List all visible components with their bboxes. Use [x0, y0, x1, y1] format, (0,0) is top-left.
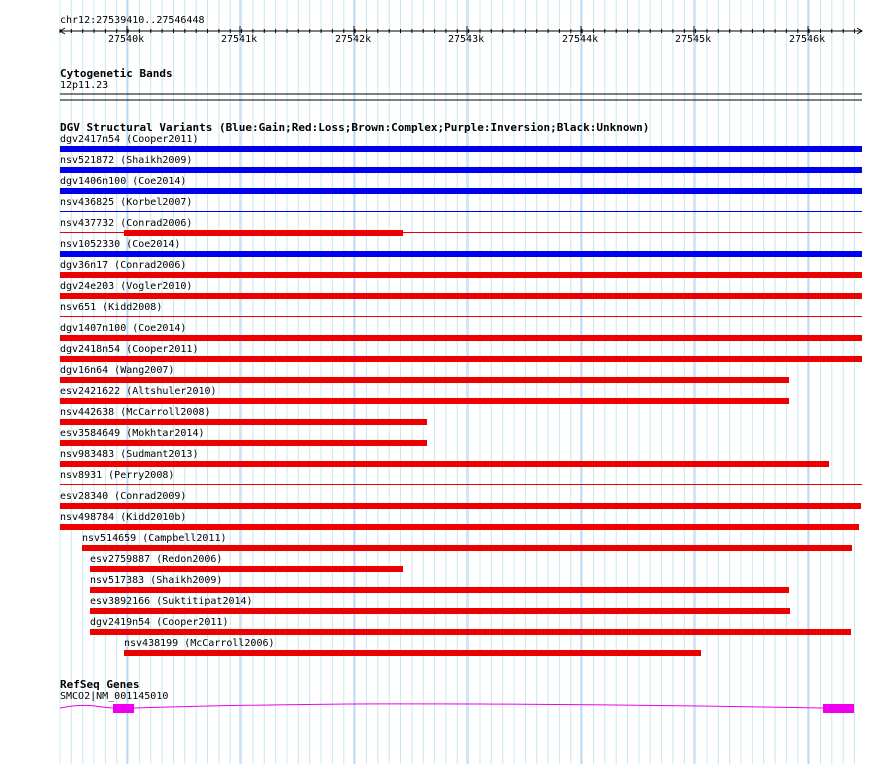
- ruler-tick-label: 27544k: [562, 34, 599, 45]
- dgv-feature-bar[interactable]: [82, 545, 852, 551]
- dgv-feature-label[interactable]: dgv1406n100 (Coe2014): [60, 176, 187, 187]
- ruler-tick-label: 27543k: [448, 34, 485, 45]
- dgv-track-title: DGV Structural Variants (Blue:Gain;Red:Loss;Brown:Complex;Purple:Inversion;Black:Unknown): [60, 121, 650, 134]
- ruler-tick-label: 27541k: [221, 34, 258, 45]
- dgv-feature-label[interactable]: nsv651 (Kidd2008): [60, 302, 163, 313]
- dgv-feature-line[interactable]: [60, 316, 862, 317]
- dgv-feature-bar[interactable]: [60, 293, 862, 299]
- dgv-feature-bar[interactable]: [60, 272, 862, 278]
- dgv-feature-label[interactable]: dgv2418n54 (Cooper2011): [60, 344, 199, 355]
- cytoband-track-title: Cytogenetic Bands: [60, 67, 173, 80]
- gene-intron-line: [60, 704, 823, 708]
- gene-exon: [113, 704, 134, 713]
- dgv-feature-bar[interactable]: [90, 587, 789, 593]
- dgv-feature-label[interactable]: esv28340 (Conrad2009): [60, 491, 187, 502]
- locus-label: chr12:27539410..27546448: [60, 15, 205, 26]
- ruler-tick-label: 27546k: [789, 34, 826, 45]
- dgv-feature-label[interactable]: dgv2419n54 (Cooper2011): [90, 617, 229, 628]
- dgv-feature-bar[interactable]: [60, 419, 427, 425]
- refseq-gene-label[interactable]: SMCO2|NM_001145010: [60, 691, 169, 702]
- dgv-feature-label[interactable]: dgv16n64 (Wang2007): [60, 365, 175, 376]
- dgv-feature-bar[interactable]: [60, 356, 862, 362]
- dgv-feature-label[interactable]: esv2421622 (Altshuler2010): [60, 386, 217, 397]
- dgv-feature-bar[interactable]: [60, 440, 427, 446]
- dgv-feature-label[interactable]: esv2759887 (Redon2006): [90, 554, 223, 565]
- dgv-feature-bar[interactable]: [60, 146, 862, 152]
- dgv-feature-label[interactable]: dgv36n17 (Conrad2006): [60, 260, 187, 271]
- ruler-tick-label: 27542k: [335, 34, 372, 45]
- dgv-feature-bar[interactable]: [90, 608, 790, 614]
- dgv-feature-bar[interactable]: [60, 503, 861, 509]
- dgv-feature-bar[interactable]: [60, 398, 789, 404]
- dgv-feature-bar[interactable]: [60, 251, 862, 257]
- dgv-feature-bar[interactable]: [124, 650, 701, 656]
- dgv-feature-bar[interactable]: [60, 335, 862, 341]
- dgv-feature-label[interactable]: nsv8931 (Perry2008): [60, 470, 175, 481]
- dgv-feature-bar[interactable]: [60, 377, 789, 383]
- dgv-feature-bar[interactable]: [90, 629, 851, 635]
- dgv-feature-label[interactable]: nsv1052330 (Coe2014): [60, 239, 181, 250]
- ruler-tick-label: 27545k: [675, 34, 712, 45]
- dgv-feature-label[interactable]: nsv517383 (Shaikh2009): [90, 575, 223, 586]
- dgv-feature-label[interactable]: nsv436825 (Korbel2007): [60, 197, 193, 208]
- dgv-feature-bar[interactable]: [60, 461, 829, 467]
- dgv-feature-label[interactable]: nsv437732 (Conrad2006): [60, 218, 193, 229]
- dgv-feature-label[interactable]: nsv438199 (McCarroll2006): [124, 638, 275, 649]
- gene-exon: [823, 704, 854, 713]
- dgv-feature-label[interactable]: esv3892166 (Suktitipat2014): [90, 596, 253, 607]
- dgv-feature-label[interactable]: nsv521872 (Shaikh2009): [60, 155, 193, 166]
- dgv-feature-label[interactable]: esv3584649 (Mokhtar2014): [60, 428, 205, 439]
- dgv-feature-label[interactable]: nsv983483 (Sudmant2013): [60, 449, 199, 460]
- dgv-feature-bar[interactable]: [60, 524, 859, 530]
- dgv-feature-bar[interactable]: [60, 188, 862, 194]
- cytoband-name[interactable]: 12p11.23: [60, 80, 109, 91]
- dgv-feature-block[interactable]: [124, 230, 403, 236]
- dgv-feature-label[interactable]: nsv498784 (Kidd2010b): [60, 512, 187, 523]
- ruler-tick-label: 27540k: [108, 34, 145, 45]
- dgv-feature-label[interactable]: dgv24e203 (Vogler2010): [60, 281, 193, 292]
- dgv-feature-label[interactable]: dgv2417n54 (Cooper2011): [60, 134, 199, 145]
- dgv-feature-label[interactable]: dgv1407n100 (Coe2014): [60, 323, 187, 334]
- dgv-feature-bar[interactable]: [60, 167, 862, 173]
- dgv-feature-label[interactable]: nsv514659 (Campbell2011): [82, 533, 227, 544]
- dgv-feature-line[interactable]: [60, 484, 862, 485]
- refseq-track-title: RefSeq Genes: [60, 678, 140, 691]
- dgv-feature-bar[interactable]: [90, 566, 403, 572]
- dgv-feature-line[interactable]: [60, 211, 862, 212]
- dgv-feature-label[interactable]: nsv442638 (McCarroll2008): [60, 407, 211, 418]
